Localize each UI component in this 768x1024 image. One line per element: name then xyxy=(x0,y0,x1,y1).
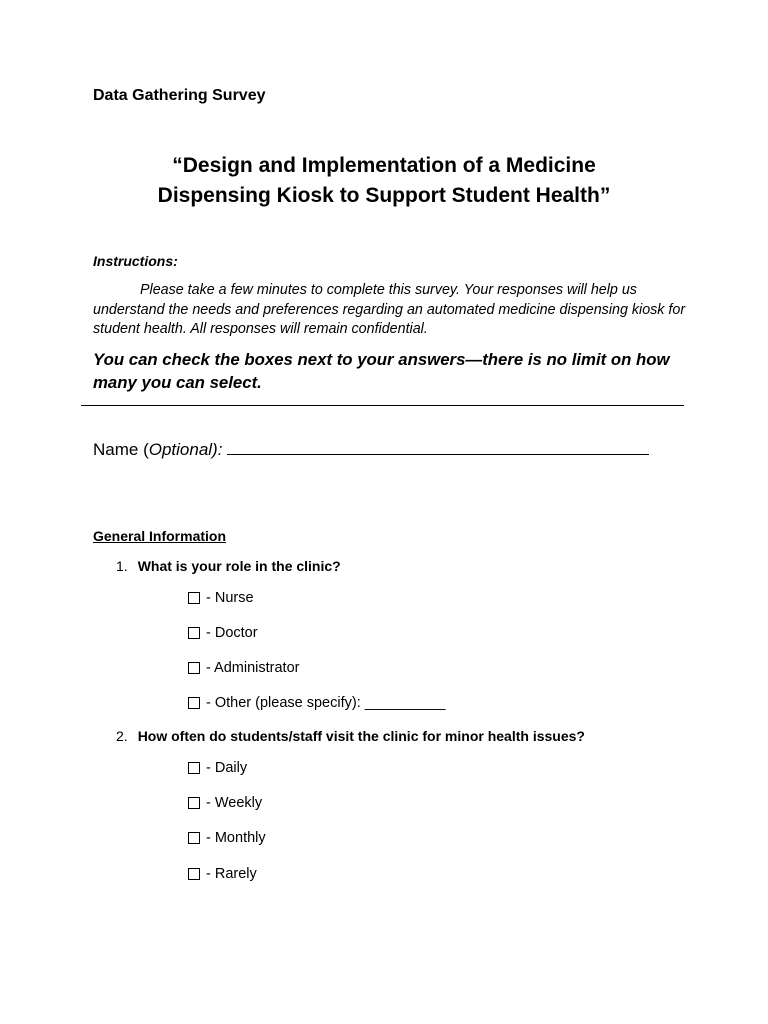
name-field-row xyxy=(93,436,649,460)
option-rarely[interactable] xyxy=(188,866,257,882)
name-label: Name ( xyxy=(93,440,149,459)
name-blank-line[interactable] xyxy=(227,436,649,455)
instructions-text xyxy=(93,281,693,340)
name-optional-label: Optional): xyxy=(148,440,223,459)
option-other[interactable] xyxy=(188,695,445,711)
option-label: - Nurse xyxy=(206,590,254,606)
checkbox-icon[interactable] xyxy=(188,592,200,604)
checkbox-icon[interactable] xyxy=(188,627,200,639)
survey-title-line-2: Dispensing Kiosk to Support Student Health” xyxy=(157,184,611,207)
question-2 xyxy=(116,728,585,746)
option-daily[interactable] xyxy=(188,760,247,776)
instructions-body: Please take a few minutes to complete this survey. Your responses will help us understand the needs and preferences regarding an automated medicine dispensing kiosk for student health. All responses will remain confidential. xyxy=(93,282,686,337)
option-weekly[interactable] xyxy=(188,795,262,811)
question-number: 1. xyxy=(116,558,128,574)
section-title: General Information xyxy=(93,528,227,544)
option-label: - Weekly xyxy=(206,795,263,811)
document-heading: Data Gathering Survey xyxy=(93,87,266,104)
checkbox-icon[interactable] xyxy=(188,868,200,880)
option-doctor[interactable] xyxy=(188,625,258,641)
survey-title-line-1: “Design and Implementation of a Medicine xyxy=(172,154,596,177)
option-monthly[interactable] xyxy=(188,830,266,846)
option-label: - Doctor xyxy=(206,625,258,641)
question-text: What is your role in the clinic? xyxy=(137,558,341,574)
instructions-label: Instructions: xyxy=(93,253,178,269)
horizontal-divider xyxy=(81,405,684,406)
question-number: 2. xyxy=(116,728,128,744)
selection-note: You can check the boxes next to your answers—there is no limit on how many you can select. xyxy=(93,350,670,392)
option-label: - Monthly xyxy=(206,830,266,846)
question-1 xyxy=(116,558,341,576)
survey-title xyxy=(60,151,708,211)
option-label: - Daily xyxy=(206,760,248,776)
option-administrator[interactable] xyxy=(188,660,299,676)
checkbox-icon[interactable] xyxy=(188,797,200,809)
option-nurse[interactable] xyxy=(188,590,254,606)
option-label: - Administrator xyxy=(206,660,300,676)
question-text: How often do students/staff visit the clinic for minor health issues? xyxy=(137,728,585,744)
checkbox-icon[interactable] xyxy=(188,762,200,774)
checkbox-icon[interactable] xyxy=(188,832,200,844)
checkbox-icon[interactable] xyxy=(188,662,200,674)
option-label: - Other (please specify): __________ xyxy=(206,695,446,711)
option-label: - Rarely xyxy=(206,866,257,882)
checkbox-icon[interactable] xyxy=(188,697,200,709)
